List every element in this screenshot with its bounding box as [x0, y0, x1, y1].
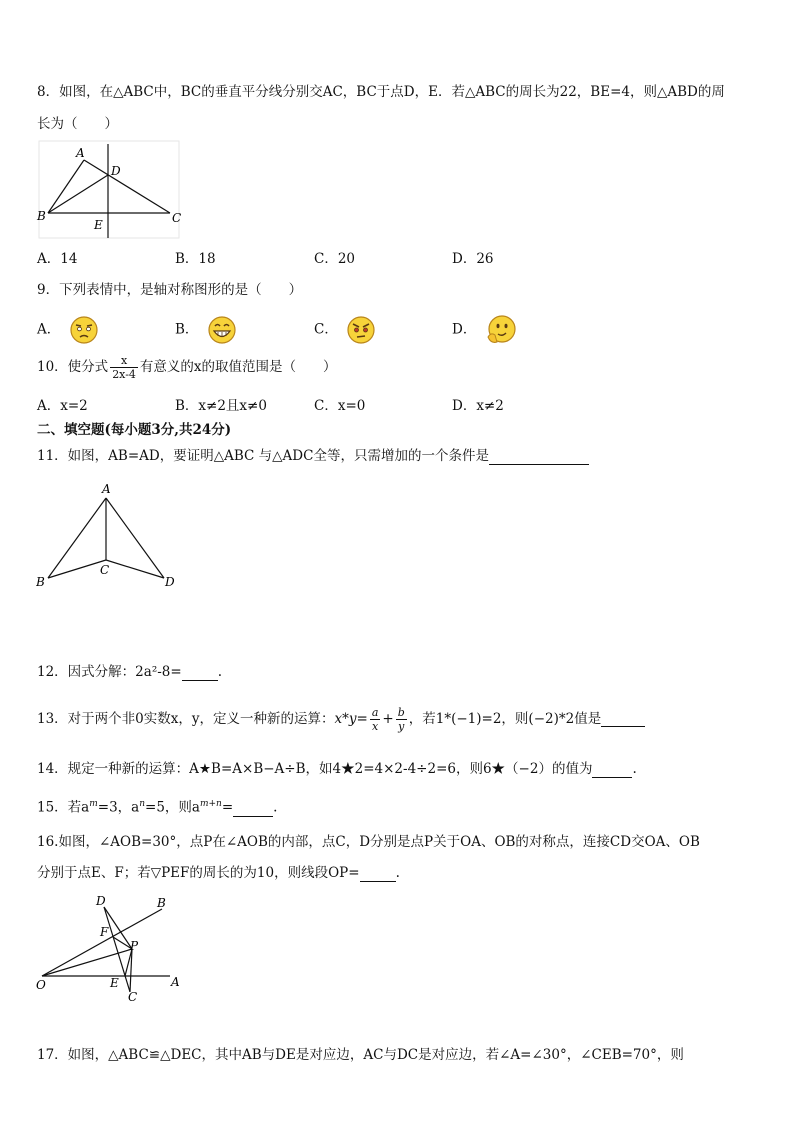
q13-f2-num: b [397, 706, 405, 719]
q16-figure [34, 893, 194, 1005]
q13-prefix: 13．对于两个非0实数x，y，定义一种新的运算： [37, 711, 335, 727]
q9-option-c [314, 315, 376, 345]
q12-stem-text: 12．因式分解：2a²-8= [37, 664, 182, 680]
q17-stem: 17．如图，△ABC≌△DEC，其中AB与DE是对应边，AC与DC是对应边，若∠A=∠30°，∠CEB=70°，则 [37, 1047, 684, 1063]
squint-face-icon [346, 315, 376, 345]
q13-f1-den: x [372, 720, 379, 733]
section-title-fill-in: 二、填空题(每小题3分,共24分) [37, 422, 232, 438]
q16-stem-line1: 16.如图，∠AOB=30°，点P在∠AOB的内部，点C，D分别是点P关于OA、OB的对称点，连接CD交OA、OB [37, 834, 700, 850]
q15-text1: 15．若a [37, 799, 90, 816]
q13-f1-num: a [371, 706, 379, 719]
q9-option-c-label: C． [314, 321, 338, 338]
q8-label-D: D [111, 164, 121, 178]
q10-frac-num: x [110, 354, 138, 368]
q10-option-d: D．x≠2 [452, 398, 504, 414]
q11-figure [36, 480, 186, 592]
q9-option-b-label: B． [175, 321, 199, 338]
q10-option-a: A．x=2 [37, 398, 88, 414]
q8-label-B: B [37, 209, 46, 223]
q9-stem: 9．下列表情中，是轴对称图形的是（ ） [37, 282, 303, 298]
q8-label-A: A [76, 146, 85, 160]
q15-sup-n: n [139, 799, 146, 809]
q14-stem [37, 760, 637, 778]
q15-stem [37, 795, 277, 817]
q10-stem [37, 352, 337, 382]
grin-face-icon [207, 315, 237, 345]
q8-option-d: D．26 [452, 251, 494, 267]
q10-option-c: C．x=0 [314, 398, 366, 414]
q15-sup-m: m [89, 799, 98, 809]
q13-fraction-b [396, 706, 407, 733]
q11-stem-text: 11．如图，AB=AD，要证明△ABC 与△ADC全等，只需增加的一个条件是 [37, 448, 489, 464]
q12-tail: . [217, 664, 222, 680]
q11-label-D: D [165, 575, 175, 589]
q16-label-A: A [171, 975, 180, 989]
q16-label-E: E [110, 976, 119, 990]
q8-option-c: C．20 [314, 251, 356, 267]
q10-prefix: 10．使分式 [37, 359, 109, 375]
q16-label-P: P [130, 939, 139, 953]
frown-face-icon [69, 315, 99, 345]
q10-frac-den: 2x-4 [112, 368, 136, 381]
q13-f2-den: y [398, 720, 405, 733]
q11-answer-blank[interactable] [489, 450, 589, 465]
q13-op: x*y= [334, 711, 368, 727]
q8-option-a: A．14 [37, 251, 78, 267]
q13-plus: + [382, 711, 394, 727]
q15-text2: =3，a [97, 799, 140, 816]
q10-fraction [110, 354, 138, 381]
q9-option-d [452, 315, 517, 345]
q9-option-d-label: D． [452, 321, 477, 338]
q11-stem [37, 447, 589, 465]
q11-label-B: B [36, 575, 45, 589]
q9-option-b [175, 315, 237, 345]
q16-label-C: C [128, 990, 138, 1004]
q15-tail: . [273, 799, 278, 816]
q16-tail: . [395, 865, 400, 881]
q16-stem-line2 [37, 864, 400, 882]
q14-answer-blank[interactable] [592, 763, 632, 778]
q8-figure [36, 140, 184, 240]
q9-option-a [37, 315, 99, 345]
q12-answer-blank[interactable] [182, 666, 218, 681]
q8-label-C: C [172, 211, 182, 225]
q16-stem-line2-text: 分别于点E、F；若▽PEF的周长的为10，则线段OP= [37, 865, 360, 881]
q15-sup-mn: m+n [199, 799, 222, 809]
q13-answer-blank[interactable] [601, 712, 645, 727]
q13-stem [37, 704, 645, 734]
q16-answer-blank[interactable] [360, 867, 396, 882]
q10-option-b: B．x≠2且x≠0 [175, 398, 267, 414]
q14-tail: . [632, 761, 637, 777]
q14-stem-text: 14．规定一种新的运算：A★B=A×B−A÷B，如4★2=4×2-4÷2=6，则6★（−2）的值为 [37, 761, 593, 777]
q13-fraction-a [370, 706, 381, 733]
q8-stem-line2: 长为（ ） [37, 116, 118, 132]
q16-label-B: B [157, 896, 166, 910]
q9-option-a-label: A． [37, 321, 61, 338]
q11-label-C: C [100, 563, 110, 577]
q12-stem [37, 663, 222, 681]
q8-stem-line1: 8．如图，在△ABC中，BC的垂直平分线分别交AC，BC于点D，E．若△ABC的周长为22，BE=4，则△ABD的周 [37, 84, 725, 100]
q10-suffix: 有意义的x的取值范围是（ ） [139, 359, 337, 375]
q16-label-F: F [100, 925, 109, 939]
q15-answer-blank[interactable] [233, 802, 273, 817]
q15-text3: =5，则a [145, 799, 200, 816]
q15-text4: = [221, 799, 234, 816]
q13-middle: ，若1*(−1)=2，则(−2)*2值是 [408, 711, 602, 727]
q16-label-D: D [96, 894, 106, 908]
q8-label-E: E [94, 218, 103, 232]
q16-label-O: O [36, 978, 46, 992]
thinking-face-icon [485, 315, 517, 345]
q8-option-b: B．18 [175, 251, 216, 267]
q11-label-A: A [102, 482, 111, 496]
